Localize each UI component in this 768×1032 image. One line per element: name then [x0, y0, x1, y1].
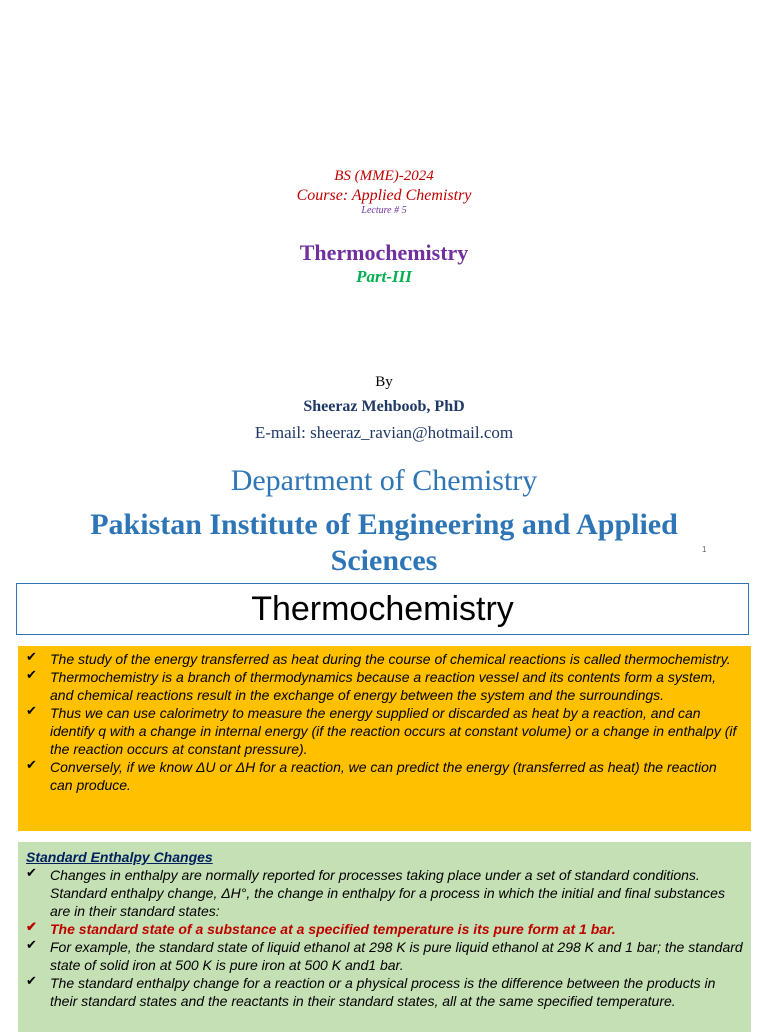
intro-box: [18, 646, 751, 831]
list-item-text: The standard state of a substance at a specified temperature is its pure form at 1 bar.: [50, 921, 616, 937]
list-item: [26, 938, 743, 974]
list-item: [26, 920, 743, 938]
part-label: Part-III: [356, 267, 412, 286]
checkmark-icon: ✔: [26, 865, 37, 880]
list-item-text: The standard enthalpy change for a reaction or a physical process is the difference between the products in their standard states and the reactants in their standard states, all at the same specified temperature.: [50, 975, 716, 1009]
author-email: E-mail: sheeraz_ravian@hotmail.com: [254, 423, 514, 442]
list-item: [26, 668, 743, 704]
by-label: By: [375, 374, 393, 390]
checkmark-icon: ✔: [26, 667, 37, 682]
list-item: [26, 650, 743, 668]
lecture-label: Lecture # 5: [361, 205, 407, 216]
checkmark-icon: ✔: [26, 919, 37, 934]
list-item: [26, 974, 743, 1010]
standard-enthalpy-box: [18, 842, 751, 1032]
author-name: Sheeraz Mehboob, PhD: [303, 398, 465, 415]
intro-list: [26, 650, 743, 794]
checkmark-icon: ✔: [26, 757, 37, 772]
checkmark-icon: ✔: [26, 649, 37, 664]
slide-title: Thermochemistry: [299, 240, 469, 265]
slide2-title: Thermochemistry: [16, 583, 749, 635]
list-item-text: Changes in enthalpy are normally reported for processes taking place under a set of standard conditions. Standard enthalpy change, ΔH°, the change in enthalpy for a process in which the initial and final substances are in their standard states:: [50, 867, 725, 919]
section-heading: Standard Enthalpy Changes: [26, 849, 213, 865]
course-label: Course: Applied Chemistry: [296, 187, 472, 204]
checkmark-icon: ✔: [26, 973, 37, 988]
enthalpy-list: [26, 866, 743, 1010]
list-item-text: Thermochemistry is a branch of thermodynamics because a reaction vessel and its contents form a system, and chemical reactions result in the exchange of energy between the system and the surroundings.: [50, 669, 717, 703]
checkmark-icon: ✔: [26, 937, 37, 952]
page-number: 1: [702, 545, 707, 554]
list-item: [26, 704, 743, 758]
list-item-text: Thus we can use calorimetry to measure the energy supplied or discarded as heat by a reaction, and can identify q with a change in internal energy (if the reaction occurs at constant volume) or a change in enthalpy (if the reaction occurs at constant pressure).: [50, 705, 737, 757]
list-item-text: Conversely, if we know ΔU or ΔH for a reaction, we can predict the energy (transferred as heat) the reaction can produce.: [50, 759, 717, 793]
list-item: [26, 866, 743, 920]
list-item-text: For example, the standard state of liquid ethanol at 298 K is pure liquid ethanol at 298 K and 1 bar; the standard state of solid iron at 500 K is pure iron at 500 K and1 bar.: [50, 939, 743, 973]
list-item: [26, 758, 743, 794]
checkmark-icon: ✔: [26, 703, 37, 718]
department-name: Department of Chemistry: [230, 464, 538, 497]
program-label: BS (MME)-2024: [334, 168, 434, 184]
list-item-text: The study of the energy transferred as heat during the course of chemical reactions is called thermochemistry.: [50, 651, 731, 667]
institute-name: Pakistan Institute of Engineering and Applied Sciences: [90, 508, 678, 577]
